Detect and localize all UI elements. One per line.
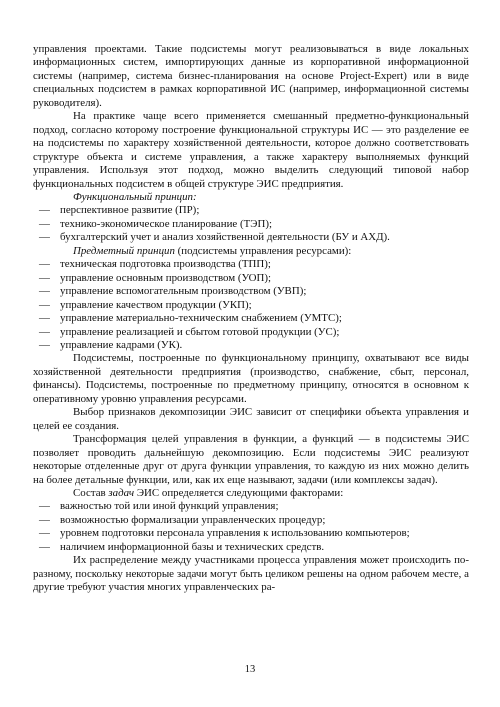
list-item: — наличием информационной базы и технических средств. — [39, 540, 325, 553]
factors-list — [33, 500, 469, 554]
paragraph-1: управления проектами. Такие подсистемы могут реализовываться в виде локальных информационных систем, импортирующих данные из корпоративной информационной системы (например, система бизнес-планирования на основе Project-Expert) или в виде специальных подсистем в рамках корпоративной ИС (например, информационной системы руководителя). — [33, 43, 469, 109]
list-item: — перспективное развитие (ПР); — [39, 204, 200, 217]
subject-principle-heading: Предметный принцип (подсистемы управления ресурсами): — [73, 244, 352, 257]
paragraph-4: Выбор признаков декомпозиции ЭИС зависит от специфики объекта управления и целей ее создания. — [33, 406, 469, 432]
paragraph-6: Состав задач ЭИС определяется следующими факторами: — [73, 486, 344, 499]
list-item: — возможностью формализации управленческих процедур; — [39, 513, 326, 526]
functional-principle-list — [33, 204, 469, 244]
paragraph-5: Трансформация целей управления в функции, а функций — в подсистемы ЭИС позволяет проводить дальнейшую декомпозицию. Если подсистемы ЭИС реализуют некоторые отделенные друг от друга функции управления, то каждую из них можно делить на более детальные функции, или, как их еще называют, задачи (или комплексы задач). — [33, 433, 469, 486]
list-item: — технико-экономическое планирование (ТЭП); — [39, 217, 272, 230]
page-body — [33, 43, 469, 595]
page-number: 13 — [244, 664, 256, 675]
paragraph-2: На практике чаще всего применяется смешанный предметно-функциональный подход, согласно которому построение функциональной структуры ИС — это разделение ее на подсистемы по характеру хозяйственной деятельности, которое должно соответствовать структуре объекта и системе управления, а также характеру выполняемых функций управления. Используя этот подход, можно выделить следующий типовой набор функциональных подсистем в общей структуре ЭИС предприятия. — [33, 110, 469, 190]
list-item: — управление вспомогательным производством (УВП); — [39, 285, 307, 298]
list-item: — бухгалтерский учет и анализ хозяйственной деятельности (БУ и АХД). — [39, 231, 390, 244]
list-item: — управление кадрами (УК). — [39, 338, 183, 351]
list-item: — управление материально-техническим снабжением (УМТС); — [39, 312, 342, 325]
paragraph-3: Подсистемы, построенные по функциональному принципу, охватывают все виды хозяйственной деятельности предприятия (производство, снабжение, сбыт, персонал, финансы). Подсистемы, построенные по предметному принципу, относятся в основном к оперативному уровню управления ресурсами. — [33, 352, 469, 405]
list-item: — важностью той или иной функций управления; — [39, 500, 279, 513]
paragraph-7: Их распределение между участниками процесса управления может происходить по-разному, поскольку некоторые задачи могут быть целиком решены на одном рабочем месте, а другие требуют участия многих управленческих ра- — [33, 554, 469, 594]
subject-principle-list — [33, 258, 469, 352]
list-item: — управление реализацией и сбытом готовой продукции (УС); — [39, 325, 340, 338]
functional-principle-heading: Функциональный принцип: — [73, 190, 197, 203]
list-item: — управление качеством продукции (УКП); — [39, 298, 252, 311]
list-item: — управление основным производством (УОП); — [39, 271, 272, 284]
list-item: — уровнем подготовки персонала управления к использованию компьютеров; — [39, 527, 410, 540]
list-item: — техническая подготовка производства (ТПП); — [39, 258, 271, 271]
